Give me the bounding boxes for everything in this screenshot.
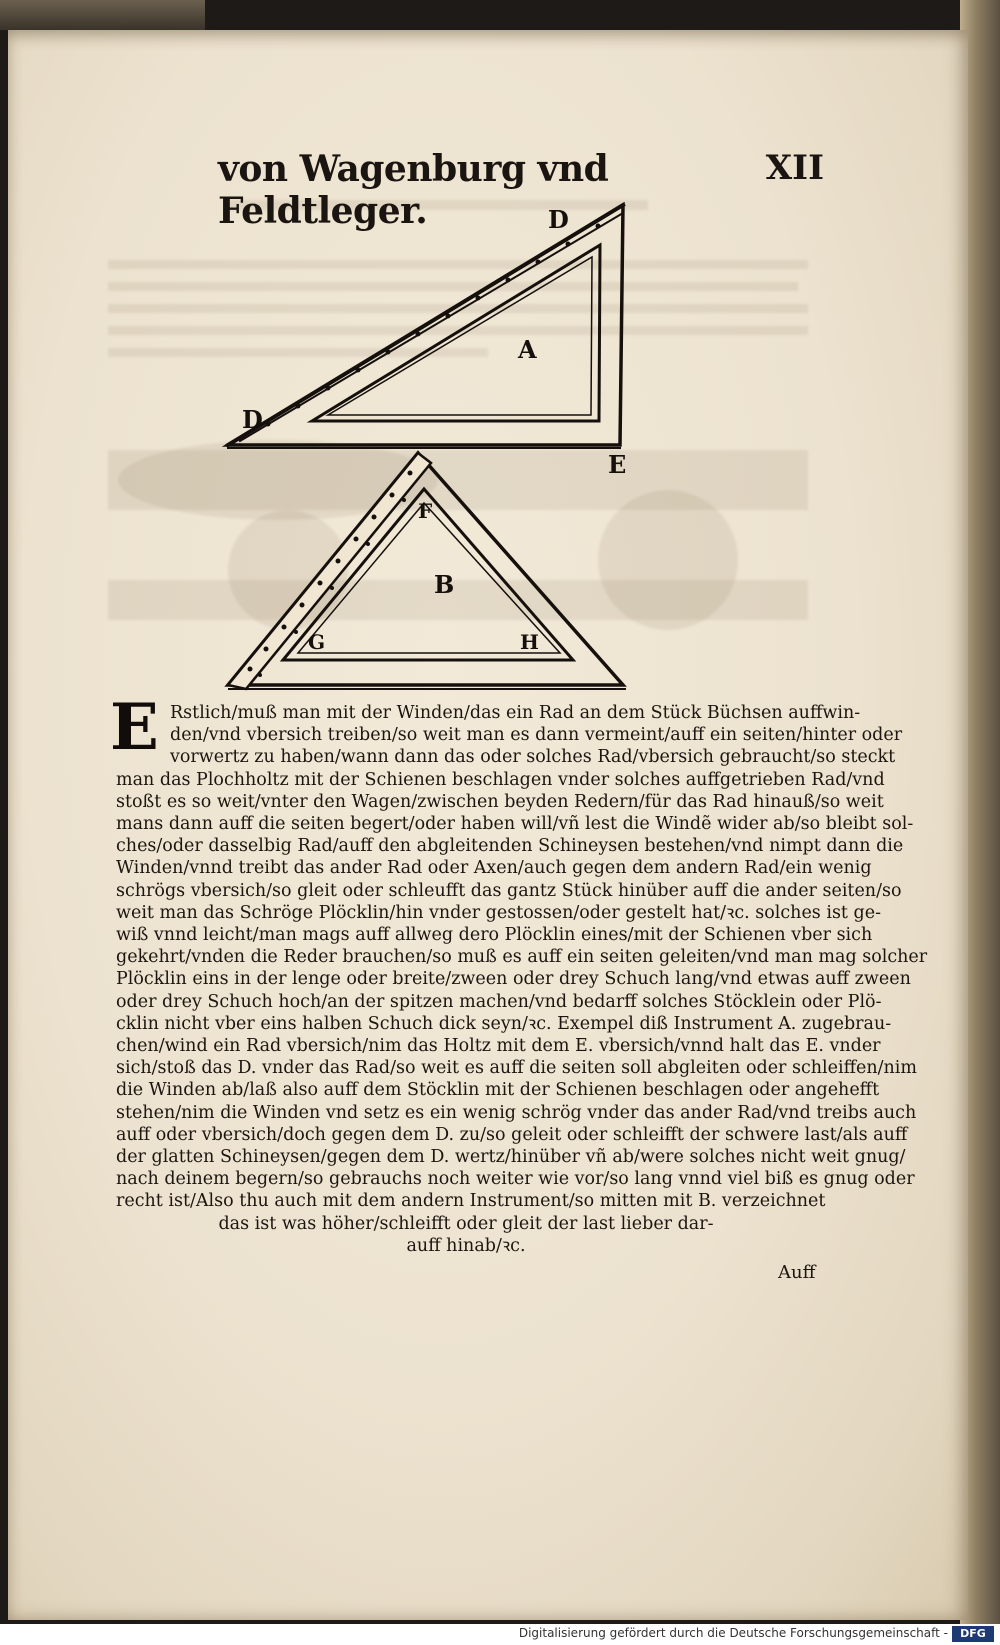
text-line: der glatten Schineysen/gegen dem D. wertz/hinüber vñ ab/were solches nicht weit gnug/	[116, 1147, 906, 1168]
label-e: E	[608, 450, 627, 479]
text-line: gekehrt/vnden die Reder brauchen/so muß es auff ein seiten geleiten/vnd man mag solcher	[116, 947, 928, 968]
text-line: schrögs vbersich/so gleit oder schleufft das gantz Stück hinüber auff die ander seiten/so	[116, 880, 902, 901]
label-a: A	[518, 335, 537, 364]
text-line: Plöcklin eins in der lenge oder breite/zween oder drey Schuch lang/vnd etwas auff zween	[116, 969, 911, 990]
book-page	[8, 30, 968, 1620]
footer-credit: Digitalisierung gefördert durch die Deutsche Forschungsgemeinschaft -	[518, 1626, 948, 1640]
text-line: cklin nicht vber eins halben Schuch dick seyn/ꝛc. Exempel diß Instrument A. zugebrau-	[116, 1013, 892, 1034]
page-number: XII	[765, 148, 824, 188]
instrument-a	[228, 205, 623, 448]
instrument-a-frame-inner2	[328, 257, 592, 415]
dfg-logo: DFG	[952, 1626, 994, 1642]
instrument-b	[228, 453, 626, 689]
running-header	[218, 148, 824, 232]
text-line: man das Plochholtz mit der Schienen beschlagen vnder solches auffgetrieben Rad/vnd	[116, 769, 885, 790]
text-line: auff oder vbersich/doch gegen dem D. zu/so geleit oder schleifft der schwere last/als auff	[116, 1124, 908, 1145]
text-line: die Winden ab/laß also auff dem Stöcklin mit der Schienen beschlagen oder angehefft	[116, 1080, 880, 1101]
text-line: ches/oder dasselbig Rad/auff den abgleitenden Schineysen bestehen/vnd nimpt dann die	[116, 836, 904, 857]
drop-capital: E	[110, 690, 159, 765]
body-text	[110, 690, 928, 1257]
label-g: G	[308, 630, 326, 654]
label-b: B	[434, 570, 455, 599]
woodcut-figure	[228, 205, 648, 709]
text-line: stoßt es so weit/vnter den Wagen/zwischen beyden Redern/für das Rad hinauß/so weit	[116, 791, 884, 812]
label-d-left: D	[242, 405, 263, 434]
label-d-top: D	[548, 205, 569, 234]
text-line: wiß vnnd leicht/man mags auff allweg dero Plöcklin eines/mit der Schienen vber sich	[116, 925, 873, 946]
book-edge-top	[0, 0, 205, 30]
text-line: vorwertz zu haben/wann dann das oder solches Rad/vbersich gebraucht/so steckt	[170, 747, 896, 768]
text-line: Winden/vnnd treibt das ander Rad oder Axen/auch gegen dem andern Rad/ein wenig	[116, 858, 872, 879]
text-line: oder drey Schuch hoch/an der spitzen machen/vnd bedarff solches Stöcklein oder Plö-	[116, 991, 882, 1012]
text-line: sich/stoß das D. vnder das Rad/so weit es auff die seiten soll abgleiten oder schleiffen/nim	[116, 1058, 918, 1079]
text-line: nach deinem begern/so gebrauchs noch weiter wie vor/so lang vnnd viel biß es gnug oder	[116, 1169, 915, 1190]
text-line: auff hinab/ꝛc.	[406, 1235, 526, 1256]
text-line: Rstlich/muß man mit der Winden/das ein Rad an dem Stück Büchsen auffwin-	[170, 703, 861, 723]
triangles-illustration	[228, 205, 648, 705]
text-line: das ist was höher/schleifft oder gleit der last lieber dar-	[218, 1213, 714, 1234]
catchword: Auff	[778, 1262, 816, 1283]
instrument-a-inner	[312, 245, 600, 421]
page-header-title: von Wagenburg vnd Feldtleger.	[218, 148, 609, 232]
instrument-a-rail-outer	[228, 205, 623, 445]
text-line: chen/wind ein Rad vbersich/nim das Holtz mit dem E. vbersich/vnnd halt das E. vnder	[116, 1036, 881, 1057]
text-line: weit man das Schröge Plöcklin/hin vnder gestossen/oder gestelt hat/ꝛc. solches ist ge-	[116, 902, 881, 923]
text-line: mans dann auff die seiten begert/oder haben will/vñ lest die Windẽ wider ab/so bleibt sol-	[116, 814, 914, 835]
label-h: H	[520, 630, 539, 654]
text-line: den/vnd vbersich treiben/so weit man es dann vermeint/auff ein seiten/hinter oder	[170, 725, 903, 746]
footer-bar	[0, 1624, 1000, 1645]
text-line: recht ist/Also thu auch mit dem andern Instrument/so mitten mit B. verzeichnet	[116, 1191, 826, 1212]
text-line: stehen/nim die Winden vnd setz es ein wenig schrög vnder das ander Rad/vnd treibs auch	[116, 1102, 917, 1123]
label-f: F	[418, 499, 433, 523]
